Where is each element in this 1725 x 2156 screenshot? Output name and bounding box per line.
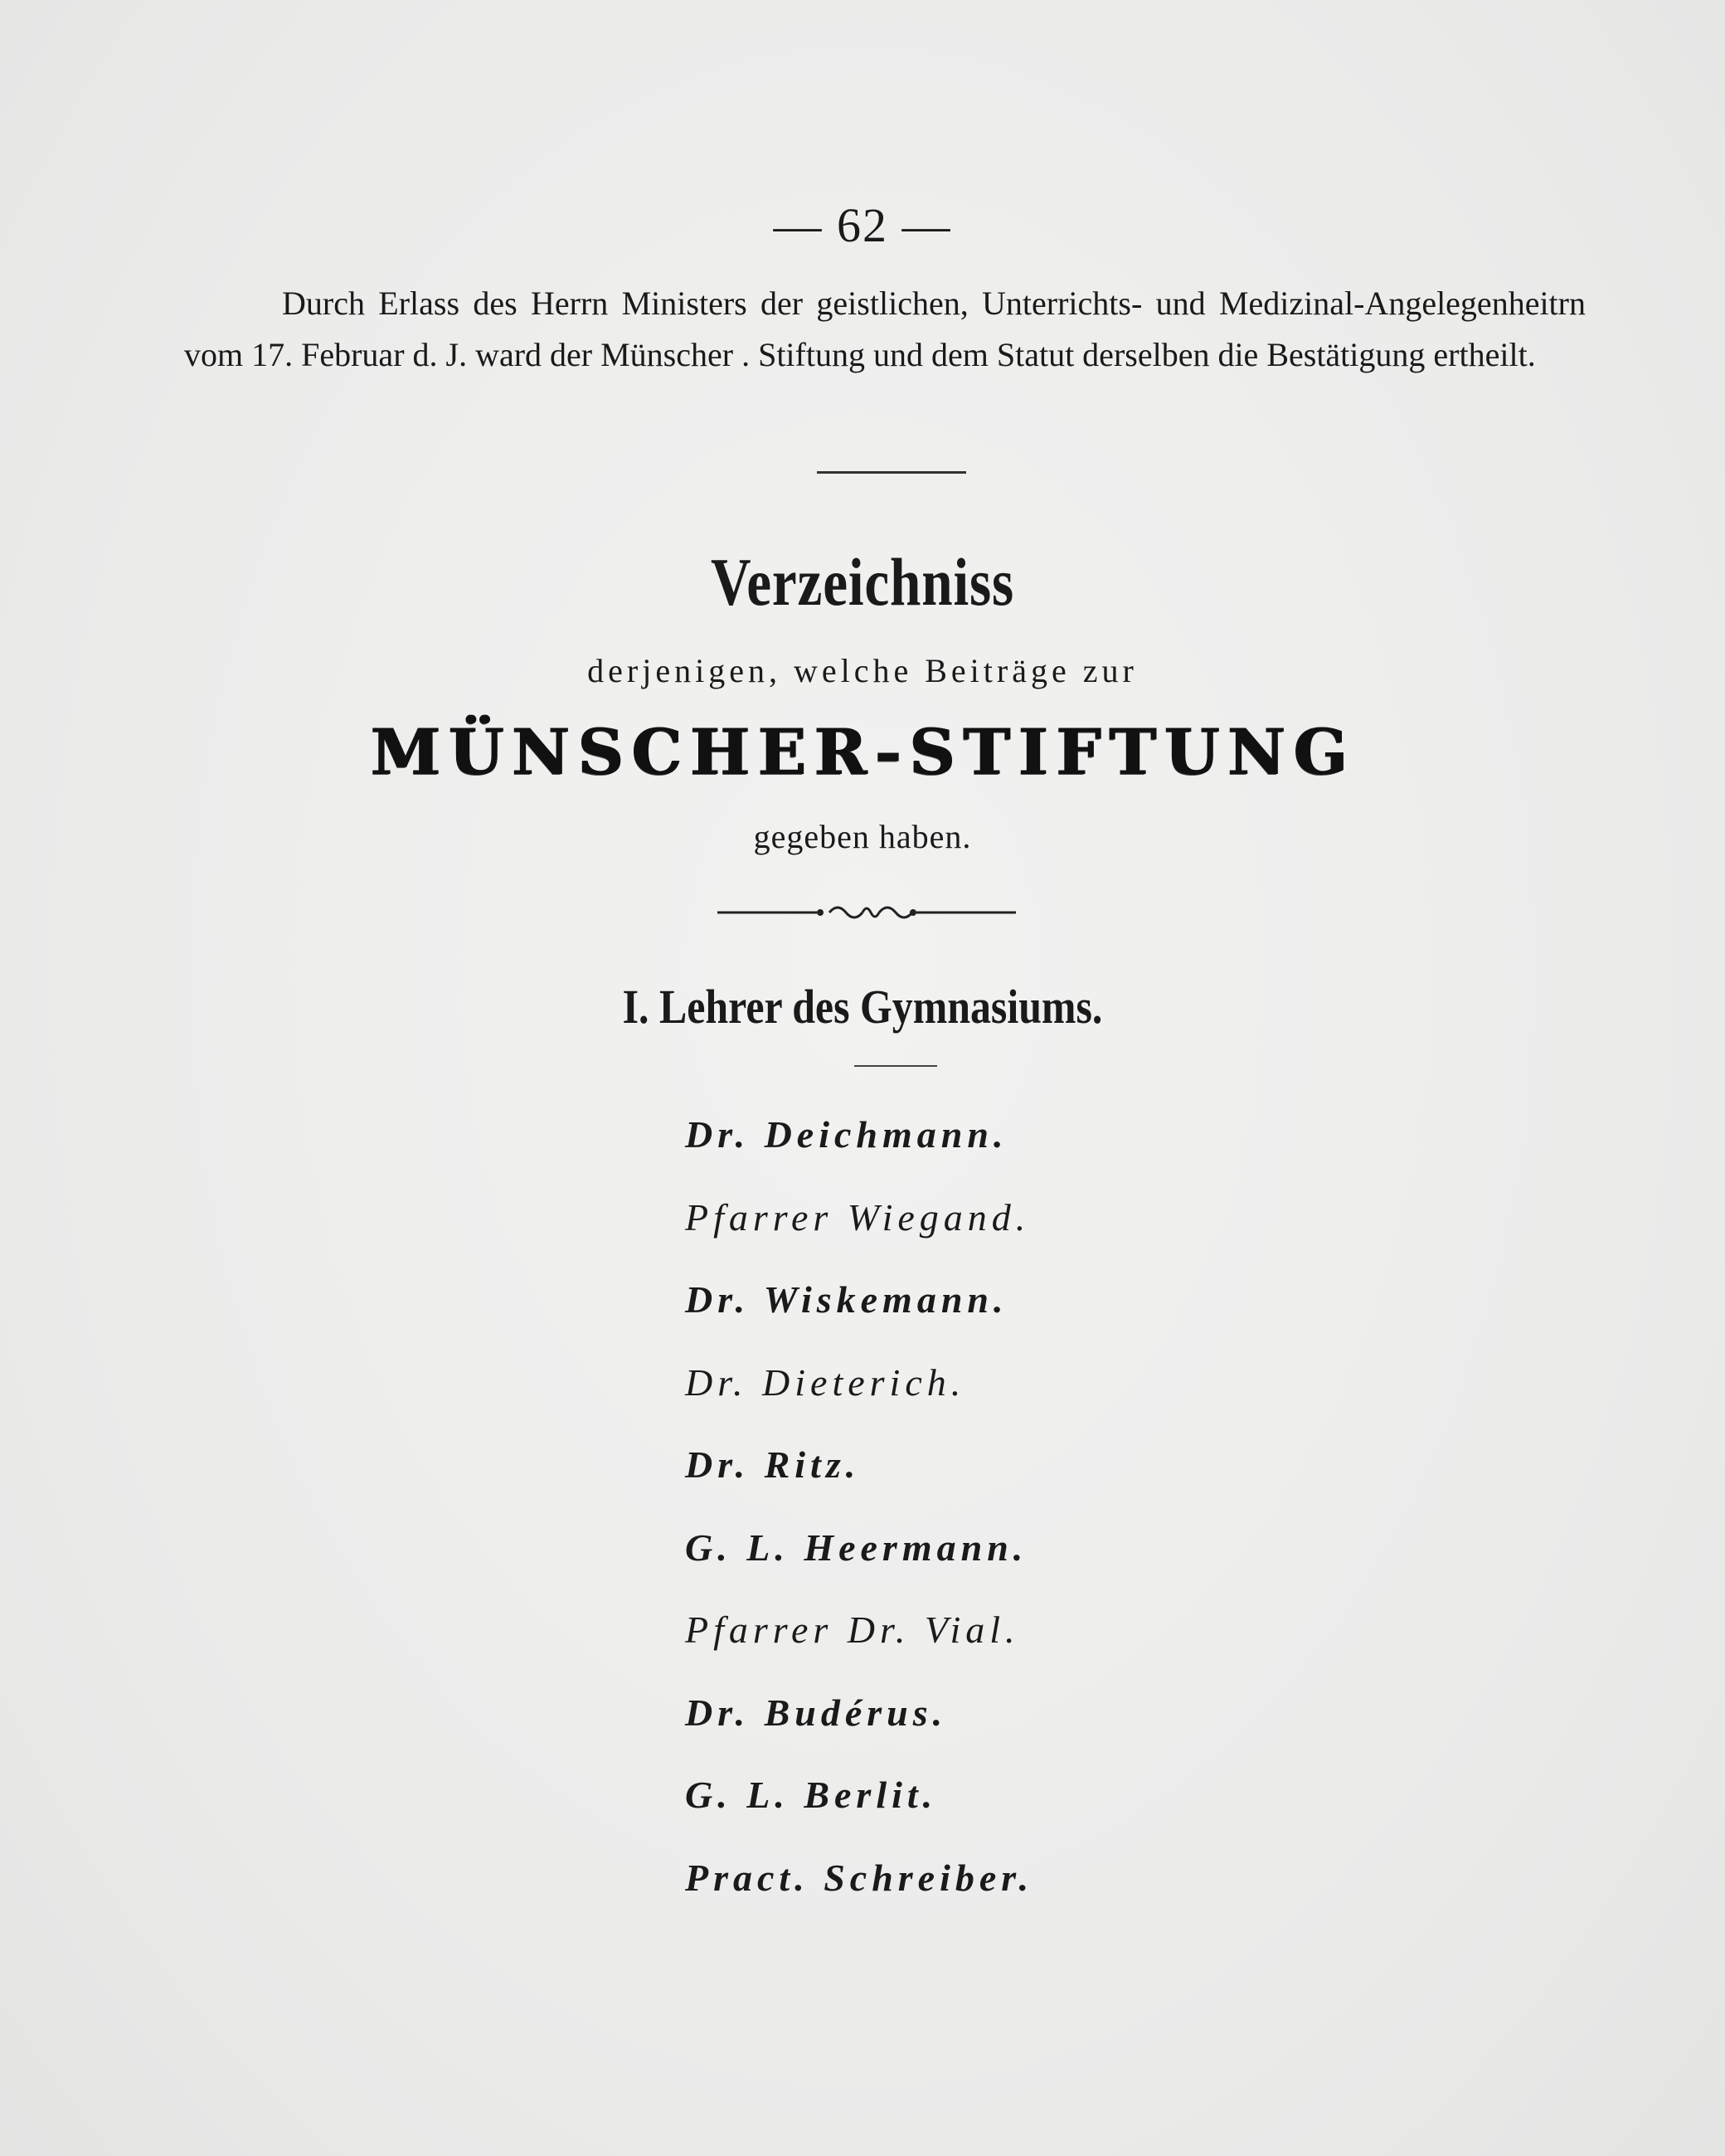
section-rule [854, 1065, 937, 1067]
document-subtitle: derjenigen, welche Beiträge zur [587, 652, 1138, 689]
teacher-name: Dr. Budérus. [685, 1691, 948, 1734]
separator-rule [817, 471, 966, 474]
section-heading: I. Lehrer des Gymnasiums. [622, 980, 1103, 1034]
teacher-name: G. L. Berlit. [685, 1774, 938, 1816]
teacher-name: Pfarrer Wiegand. [685, 1195, 1031, 1239]
document-title: Verzeichniss [711, 544, 1014, 620]
teacher-name: Dr. Ritz. [685, 1443, 861, 1486]
teacher-name: Dr. Wiskemann. [685, 1278, 1008, 1321]
ornament-divider-icon [717, 896, 1016, 929]
page-number: — 62 — [773, 198, 952, 252]
given-line: gegeben haben. [753, 818, 972, 855]
teacher-name: Pfarrer Dr. Vial. [685, 1608, 1020, 1651]
teacher-name: Dr. Dieterich. [685, 1360, 966, 1404]
teacher-name: G. L. Heermann. [685, 1526, 1028, 1569]
intro-paragraph: Durch Erlass des Herrn Ministers der geistlichen, Unterrichts- und Medizinal-Angelegenheitrn vom 17. Februar d. J. ward der Münscher . Stiftung und dem Statut derselben die Bestätigung ertheilt. [184, 285, 1586, 373]
foundation-name: MÜNSCHER-STIFTUNG [370, 715, 1355, 789]
teacher-name: Dr. Deichmann. [685, 1113, 1008, 1156]
teacher-list [685, 1102, 1033, 1927]
teacher-name: Pract. Schreiber. [685, 1856, 1034, 1899]
